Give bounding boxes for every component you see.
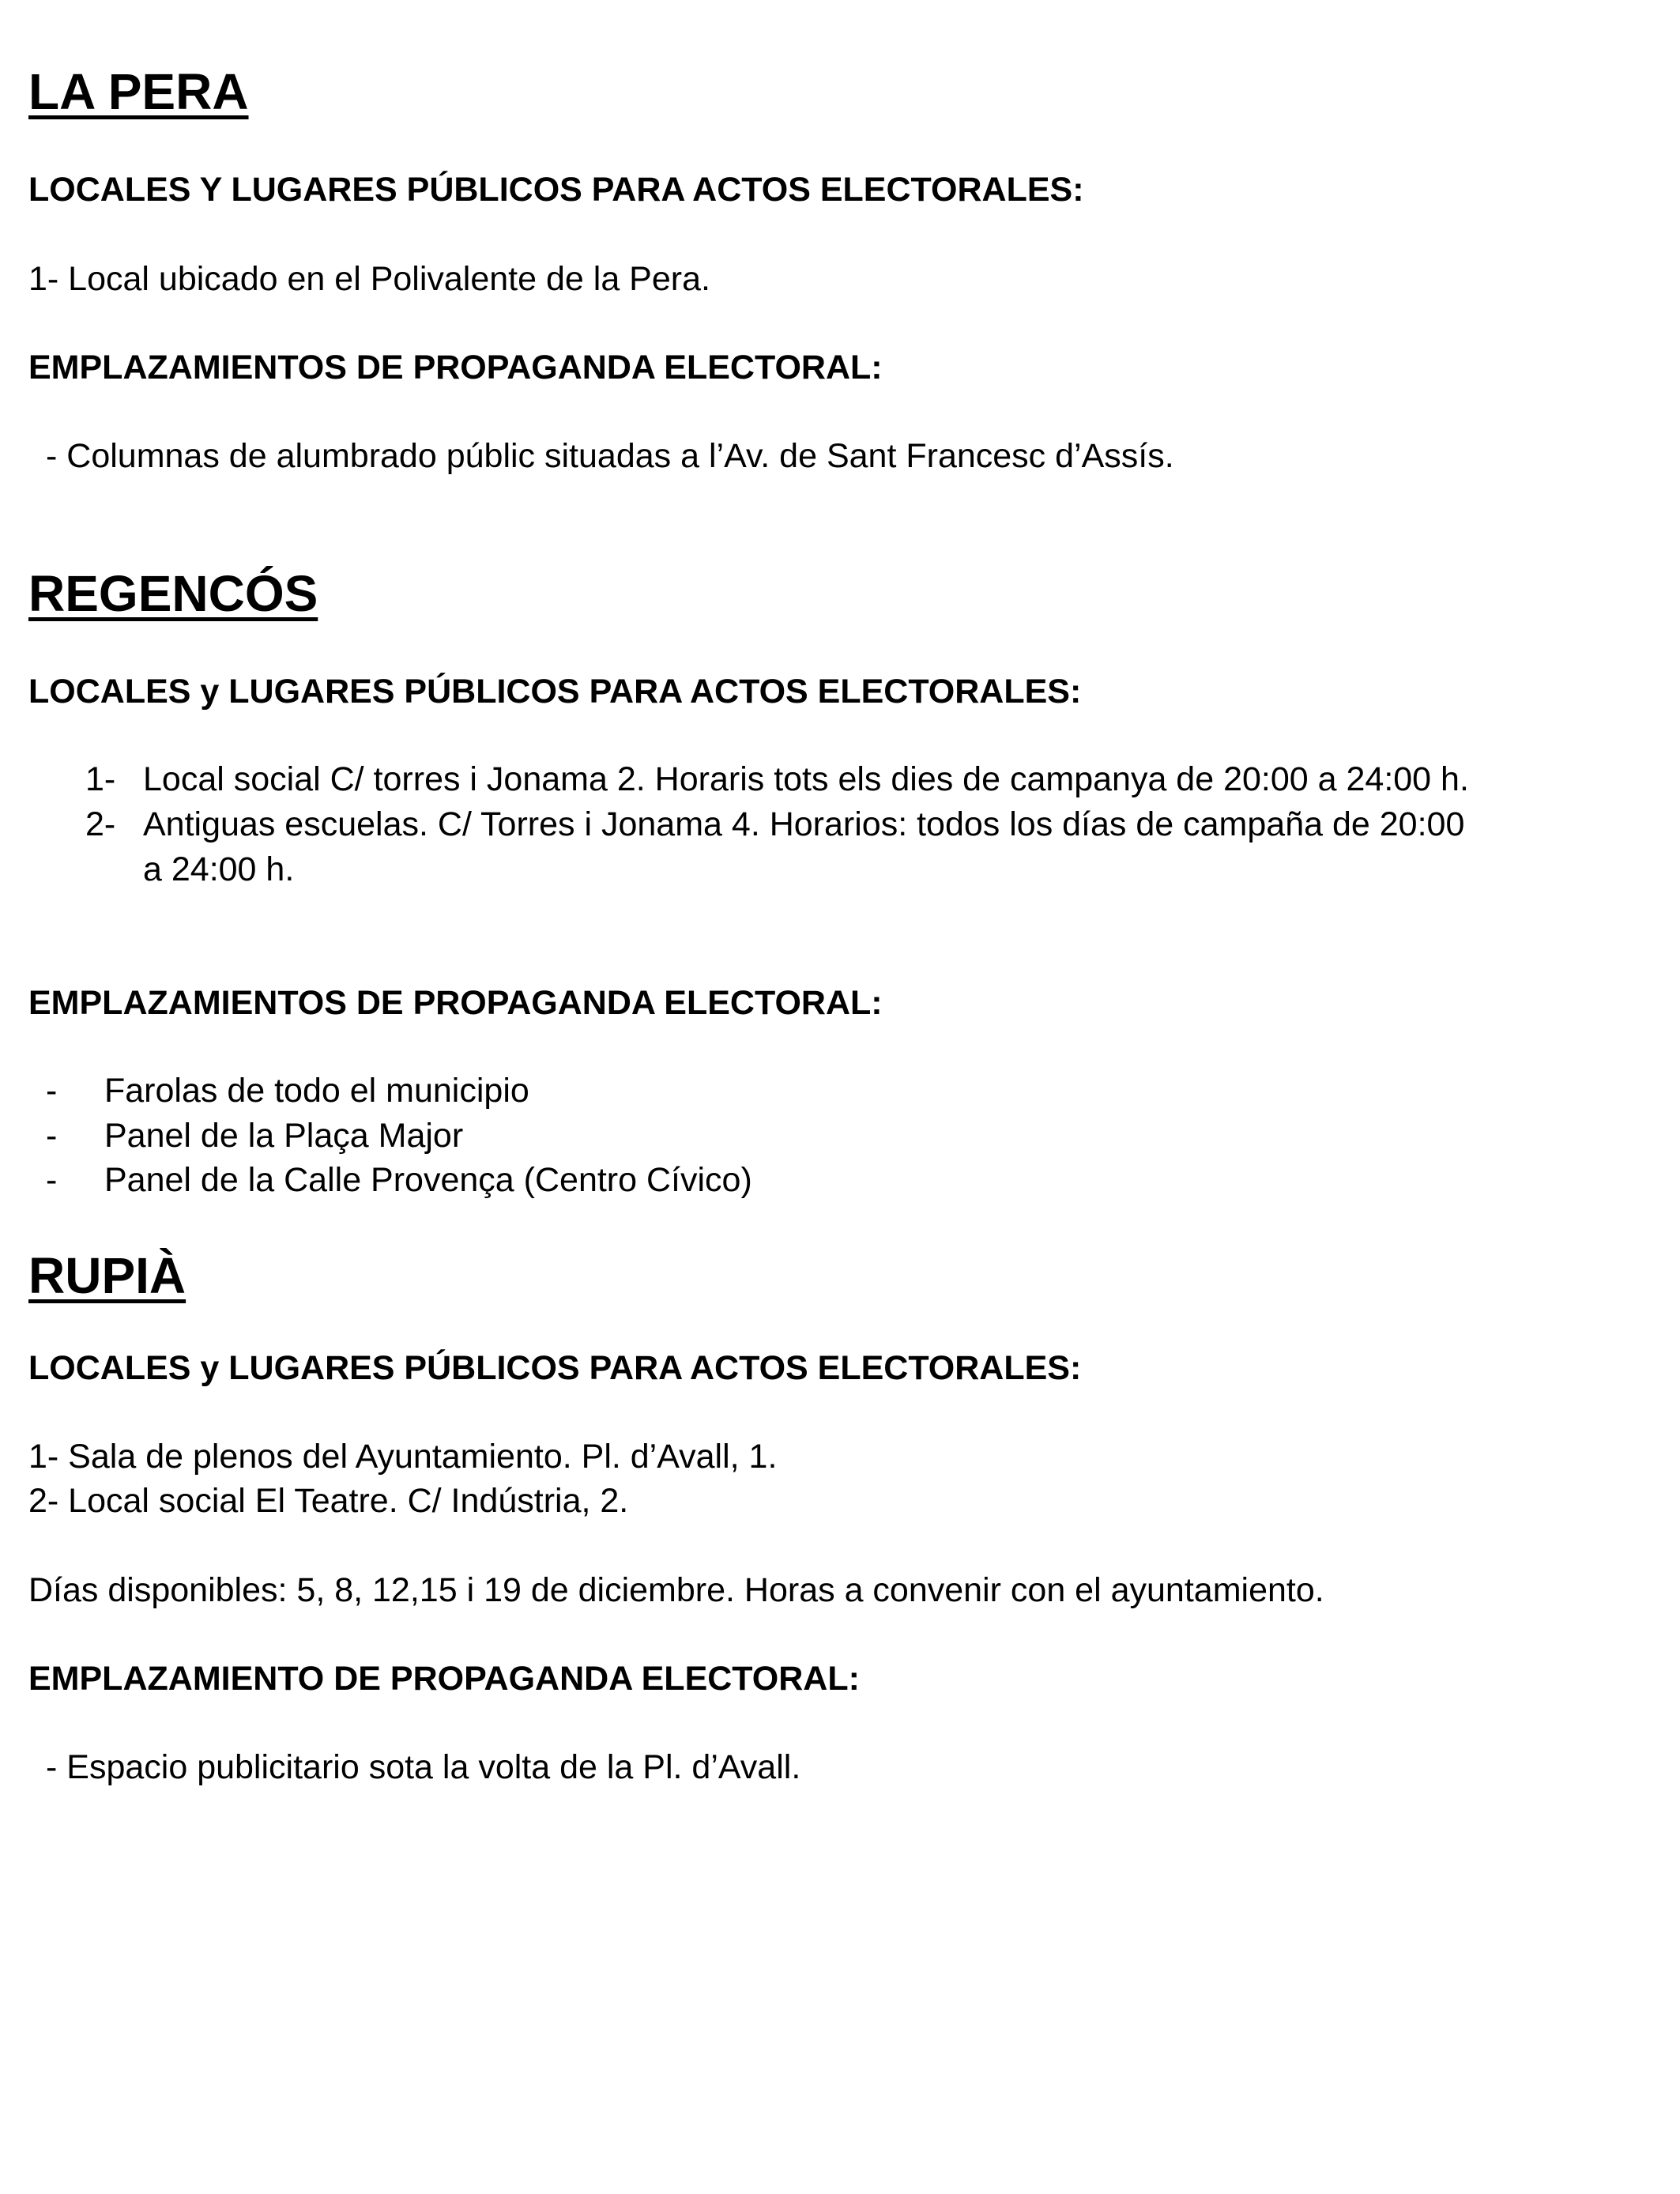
list-marker: -: [46, 1072, 58, 1110]
list-marker: -: [46, 1161, 58, 1199]
section-title-la-pera: LA PERA: [28, 63, 249, 120]
locales-heading: LOCALES Y LUGARES PÚBLICOS PARA ACTOS ELECTORALES:: [28, 171, 1084, 209]
list-item-text: Farolas de todo el municipio: [104, 1072, 529, 1110]
list-item-text: Panel de la Plaça Major: [104, 1117, 464, 1155]
list-item-continuation: a 24:00 h.: [143, 850, 295, 888]
locales-item: 1- Sala de plenos del Ayuntamiento. Pl. d’Avall, 1.: [28, 1438, 778, 1476]
list-item-text: Local social C/ torres i Jonama 2. Horaris tots els dies de campanya de 20:00 a 24:00 h.: [143, 760, 1469, 798]
list-marker: -: [46, 1117, 58, 1155]
list-item-text: Antiguas escuelas. C/ Torres i Jonama 4. Horarios: todos los días de campaña de 20:00: [143, 805, 1465, 843]
list-marker: 1-: [85, 760, 116, 798]
availability-text: Días disponibles: 5, 8, 12,15 i 19 de diciembre. Horas a convenir con el ayuntamiento.: [28, 1571, 1324, 1609]
locales-item: 1- Local ubicado en el Polivalente de la Pera.: [28, 260, 710, 298]
propaganda-heading: EMPLAZAMIENTO DE PROPAGANDA ELECTORAL:: [28, 1660, 860, 1698]
locales-heading: LOCALES y LUGARES PÚBLICOS PARA ACTOS ELECTORALES:: [28, 1349, 1082, 1387]
list-item-text: Panel de la Calle Provença (Centro Cívico): [104, 1161, 752, 1199]
propaganda-heading: EMPLAZAMIENTOS DE PROPAGANDA ELECTORAL:: [28, 349, 883, 386]
section-title-regencos: REGENCÓS: [28, 565, 318, 622]
propaganda-item: - Espacio publicitario sota la volta de la Pl. d’Avall.: [46, 1748, 801, 1786]
propaganda-heading: EMPLAZAMIENTOS DE PROPAGANDA ELECTORAL:: [28, 984, 883, 1022]
locales-item: 2- Local social El Teatre. C/ Indústria, 2.: [28, 1482, 629, 1520]
locales-heading: LOCALES y LUGARES PÚBLICOS PARA ACTOS ELECTORALES:: [28, 673, 1082, 711]
propaganda-item: - Columnas de alumbrado públic situadas a l’Av. de Sant Francesc d’Assís.: [46, 437, 1174, 475]
list-marker: 2-: [85, 805, 116, 843]
section-title-rupia: RUPIÀ: [28, 1247, 186, 1304]
